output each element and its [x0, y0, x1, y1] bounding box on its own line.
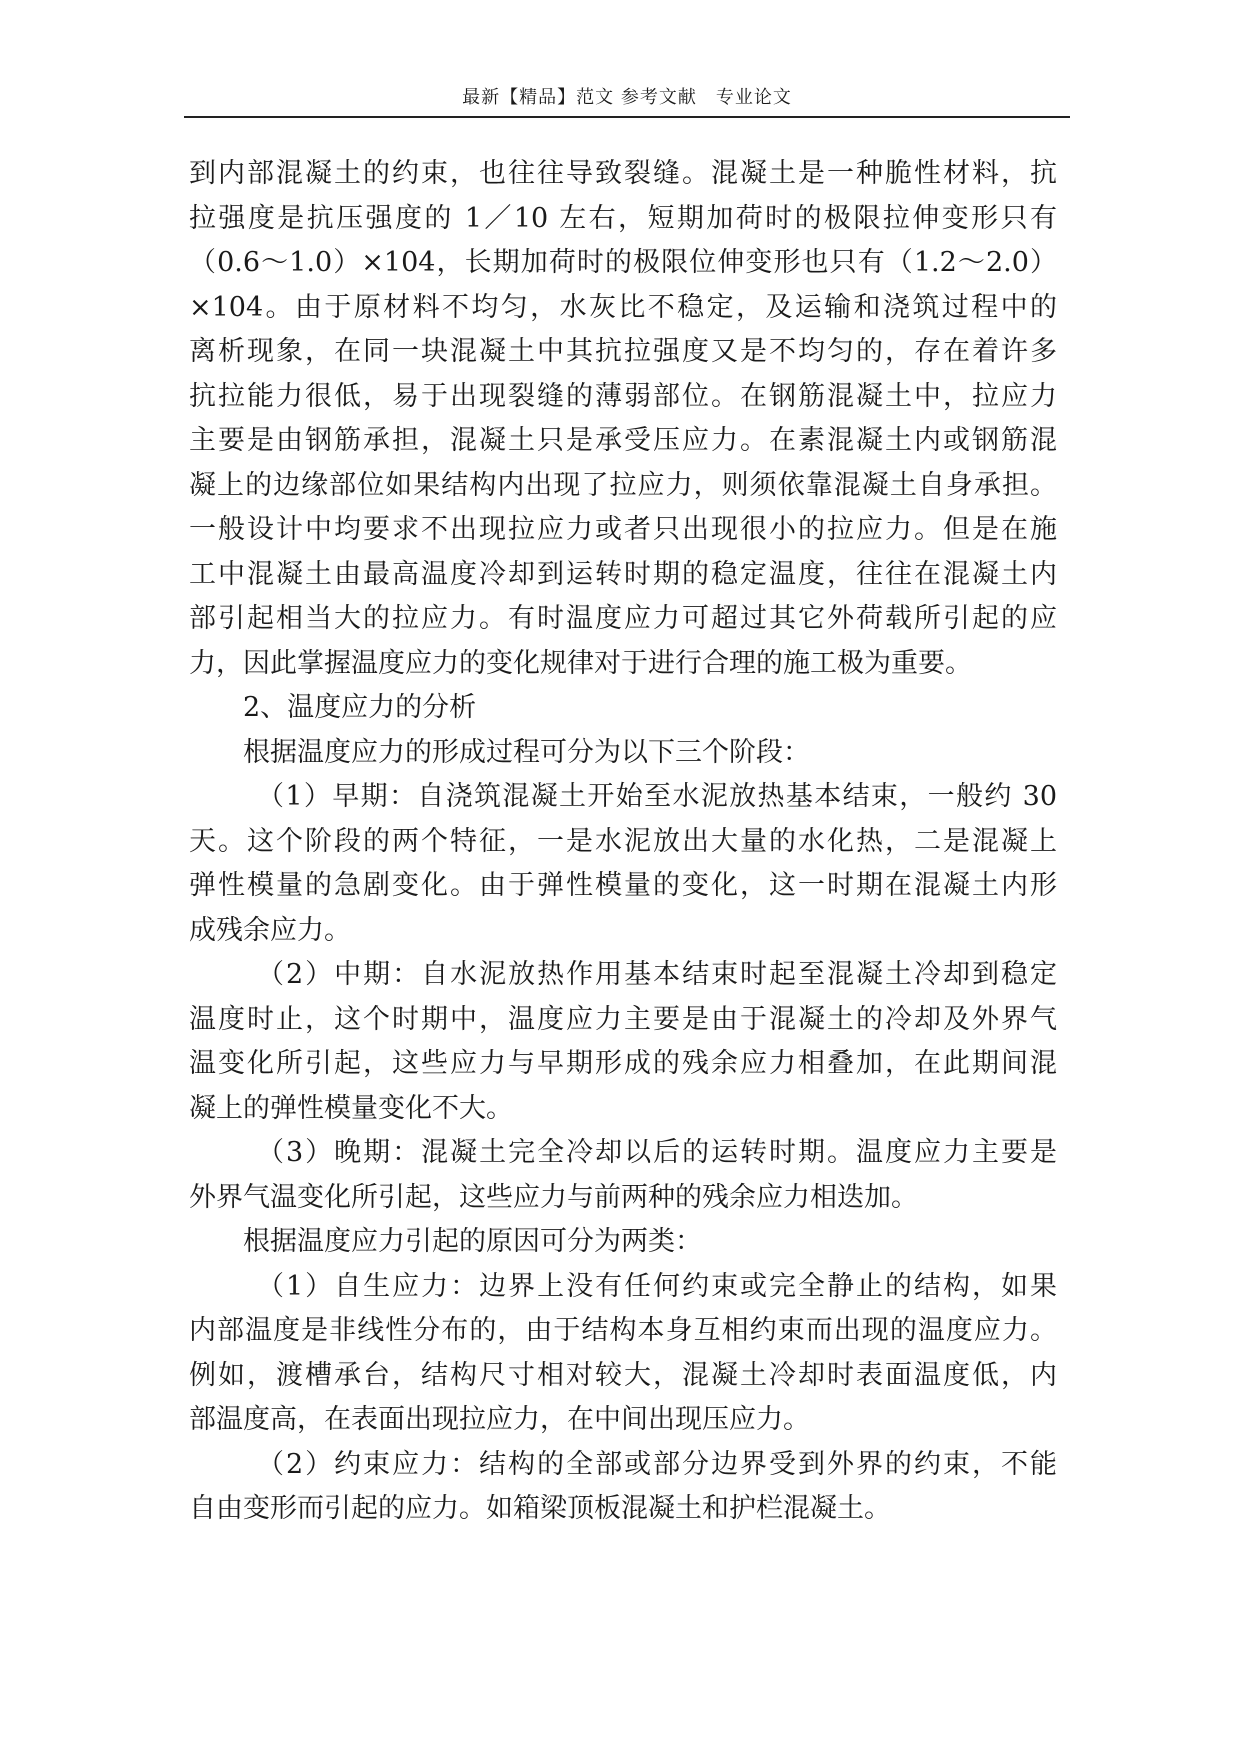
text-line: 主要是由钢筋承担，混凝土只是承受压应力。在素混凝土内或钢筋混: [189, 425, 1057, 456]
text-line: 成残余应力。: [189, 914, 351, 946]
header-title: 最新【精品】范文 参考文献 专业论文: [462, 87, 792, 108]
page-header: [184, 84, 1070, 118]
text-line: 内部温度是非线性分布的，由于结构本身互相约束而出现的温度应力。: [189, 1315, 1057, 1346]
text-line: 一般设计中均要求不出现拉应力或者只出现很小的拉应力。但是在施: [189, 514, 1057, 545]
text-line: 温度时止，这个时期中，温度应力主要是由于混凝土的冷却及外界气: [189, 1003, 1057, 1035]
text-line: 到内部混凝土的约束，也往往导致裂缝。混凝土是一种脆性材料，抗: [189, 158, 1057, 189]
text-line: 天。这个阶段的两个特征，一是水泥放出大量的水化热，二是混凝上: [189, 825, 1057, 857]
text-line: 凝上的边缘部位如果结构内出现了拉应力，则须依靠混凝土自身承担。: [189, 469, 1057, 501]
section-heading: 2、温度应力的分析: [243, 692, 477, 723]
text-line: 凝上的弹性模量变化不大。: [189, 1092, 513, 1124]
text-line: （1）早期：自浇筑混凝土开始至水泥放热基本结束，一般约 30: [257, 781, 1057, 812]
text-line: 例如，渡槽承台，结构尺寸相对较大，混凝土冷却时表面温度低，内: [189, 1359, 1057, 1391]
text-line: 根据温度应力引起的原因可分为两类：: [243, 1226, 702, 1257]
text-line: （1）自生应力：边界上没有任何约束或完全静止的结构，如果: [257, 1270, 1057, 1302]
text-line: 部温度高，在表面出现拉应力，在中间出现压应力。: [189, 1404, 810, 1435]
text-line: 根据温度应力的形成过程可分为以下三个阶段：: [243, 736, 810, 768]
text-line: 部引起相当大的拉应力。有时温度应力可超过其它外荷载所引起的应: [189, 603, 1057, 634]
text-line: 自由变形而引起的应力。如箱梁顶板混凝土和护栏混凝土。: [189, 1493, 891, 1524]
text-line: 弹性模量的急剧变化。由于弹性模量的变化，这一时期在混凝土内形: [189, 870, 1057, 901]
text-line: 拉强度是抗压强度的 1／10 左右，短期加荷时的极限拉伸变形只有: [189, 202, 1057, 234]
text-line: 离析现象，在同一块混凝土中其抗拉强度又是不均匀的，存在着许多: [189, 336, 1057, 367]
text-line: 抗拉能力很低，易于出现裂缝的薄弱部位。在钢筋混凝土中，拉应力: [189, 380, 1057, 412]
text-line: 温变化所引起，这些应力与早期形成的残余应力相叠加，在此期间混: [189, 1048, 1057, 1079]
text-line: （0.6～1.0）×104，长期加荷时的极限位伸变形也只有（1.2～2.0）: [189, 247, 1057, 278]
text-line: （3）晚期：混凝土完全冷却以后的运转时期。温度应力主要是: [257, 1137, 1057, 1168]
text-line: 外界气温变化所引起，这些应力与前两种的残余应力相迭加。: [189, 1181, 918, 1213]
text-line: （2）中期：自水泥放热作用基本结束时起至混凝土冷却到稳定: [257, 959, 1057, 990]
text-line: （2）约束应力：结构的全部或部分边界受到外界的约束，不能: [257, 1448, 1057, 1480]
document-body: [189, 152, 1057, 1532]
text-line: 工中混凝土由最高温度冷却到运转时期的稳定温度，往往在混凝土内: [189, 558, 1057, 590]
text-line: 力，因此掌握温度应力的变化规律对于进行合理的施工极为重要。: [189, 647, 972, 679]
text-line: ×104。由于原材料不均匀，水灰比不稳定，及运输和浇筑过程中的: [189, 291, 1057, 323]
